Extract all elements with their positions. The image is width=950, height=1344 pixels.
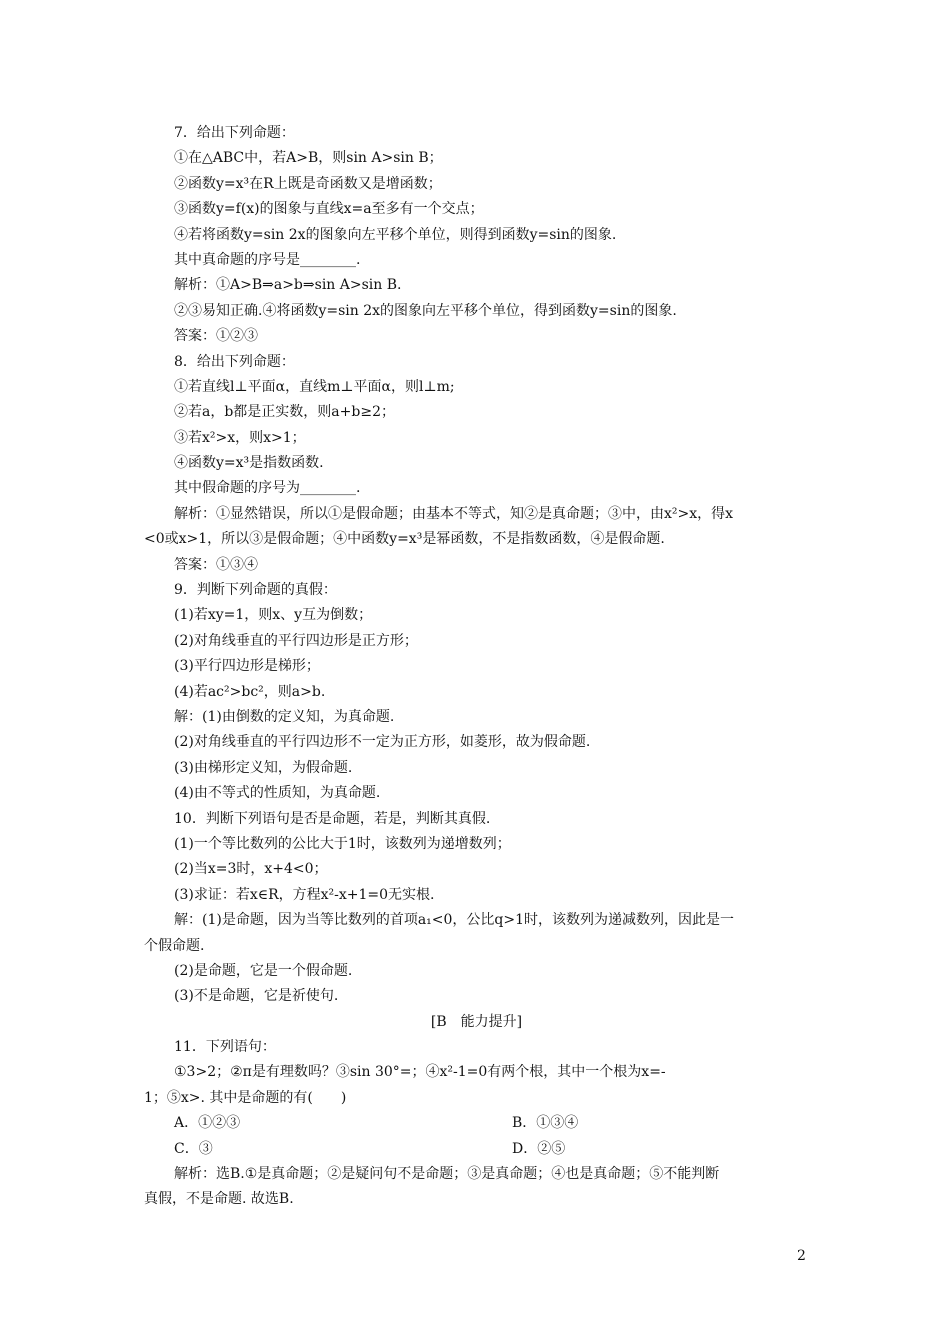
- q7-analysis-2: ②③易知正确.④将函数y=sin 2x的图象向左平移个单位，得到函数y=sin的图象.: [174, 302, 677, 319]
- q8-item-3: ③若x²>x，则x>1；: [174, 429, 306, 446]
- q9-solution-1: 解：(1)由倒数的定义知，为真命题.: [174, 708, 395, 725]
- q10-item-1: (1)一个等比数列的公比大于1时，该数列为递增数列；: [174, 835, 511, 852]
- page-number: 2: [797, 1248, 806, 1264]
- q11-options-row-1: [144, 1111, 809, 1136]
- q8-item-1: ①若直线l⊥平面α，直线m⊥平面α，则l⊥m;: [174, 378, 455, 395]
- q11-stem-1: ①3>2；②π是有理数吗？③sin 30°=；④x²-1=0有两个根，其中一个根为x=-: [174, 1064, 666, 1081]
- q8-item-2: ②若a，b都是正实数，则a+b≥2；: [174, 404, 395, 421]
- q9-item-1: (1)若xy=1，则x、y互为倒数；: [174, 607, 373, 624]
- q11-analysis-2: 真假，不是命题. 故选B.: [144, 1191, 294, 1208]
- q11-title: 11．下列语句：: [174, 1039, 276, 1056]
- q7-item-1: ①在△ABC中，若A>B，则sin A>sin B；: [174, 150, 443, 167]
- q7-item-3: ③函数y=f(x)的图象与直线x=a至多有一个交点；: [174, 201, 484, 218]
- q7-item-4: ④若将函数y=sin 2x的图象向左平移个单位，则得到函数y=sin的图象.: [174, 226, 617, 243]
- q9-title: 9．判断下列命题的真假：: [174, 582, 337, 599]
- q9-item-2: (2)对角线垂直的平行四边形是正方形；: [174, 632, 418, 649]
- q10-solution-3: (3)不是命题，它是祈使句.: [174, 988, 339, 1005]
- q10-solution-1b: 个假命题.: [144, 937, 205, 954]
- q8-title: 8．给出下列命题：: [174, 353, 295, 370]
- q8-analysis-1: 解析：①显然错误，所以①是假命题；由基本不等式，知②是真命题；③中，由x²>x，得x: [174, 505, 734, 522]
- q7-title: 7．给出下列命题：: [174, 125, 295, 141]
- q11-options-row-2: [144, 1137, 809, 1162]
- q8-item-4: ④函数y=x³是指数函数.: [174, 455, 324, 472]
- q11-analysis-1: 解析：选B.①是真命题；②是疑问句不是命题；③是真命题；④也是真命题；⑤不能判断: [174, 1166, 720, 1183]
- q7-item-2: ②函数y=x³在R上既是奇函数又是增函数；: [174, 175, 442, 192]
- q11-option-a: A．①②③: [174, 1115, 241, 1132]
- q7-ask: 其中真命题的序号是________.: [174, 251, 361, 268]
- q11-option-d: D．②⑤: [512, 1140, 566, 1157]
- q11-option-b: B．①③④: [512, 1115, 579, 1132]
- q9-item-4: (4)若ac²>bc²，则a>b.: [174, 683, 326, 700]
- q10-item-3: (3)求证：若x∈R，方程x²-x+1=0无实根.: [174, 886, 435, 903]
- q9-item-3: (3)平行四边形是梯形；: [174, 658, 320, 675]
- document-body: [144, 121, 809, 1213]
- q10-item-2: (2)当x=3时，x+4<0；: [174, 861, 328, 878]
- q8-analysis-2: <0或x>1，所以③是假命题；④中函数y=x³是幂函数，不是指数函数，④是假命题.: [144, 531, 665, 548]
- q7-answer: 答案：①②③: [174, 328, 258, 345]
- q10-solution-1a: 解：(1)是命题，因为当等比数列的首项a₁<0，公比q>1时，该数列为递减数列，因此是一: [174, 912, 735, 929]
- q10-title: 10．判断下列语句是否是命题，若是，判断其真假.: [174, 810, 491, 827]
- section-heading-b: [B 能力提升]: [430, 1013, 523, 1030]
- q11-stem-2: 1；⑤x>. 其中是命题的有( ): [144, 1089, 347, 1106]
- q11-option-c: C．③: [174, 1140, 213, 1157]
- q9-solution-3: (3)由梯形定义知，为假命题.: [174, 759, 353, 776]
- q7-analysis-1: 解析：①A>B⇒a>b⇒sin A>sin B.: [174, 277, 402, 294]
- q8-answer: 答案：①③④: [174, 556, 258, 573]
- q8-ask: 其中假命题的序号为________.: [174, 480, 361, 497]
- q9-solution-4: (4)由不等式的性质知，为真命题.: [174, 785, 381, 802]
- q10-solution-2: (2)是命题，它是一个假命题.: [174, 962, 353, 979]
- q9-solution-2: (2)对角线垂直的平行四边形不一定为正方形，如菱形，故为假命题.: [174, 734, 591, 751]
